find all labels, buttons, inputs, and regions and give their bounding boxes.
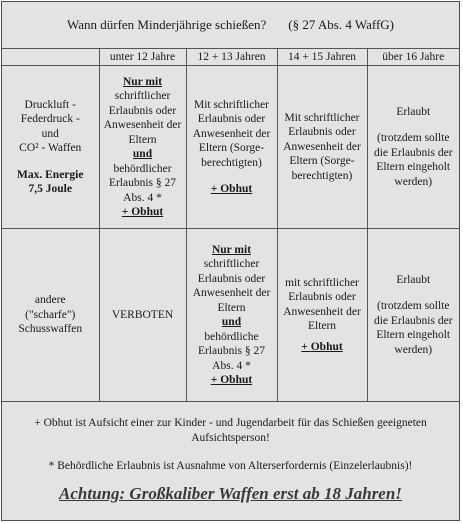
header-under-12: unter 12 Jahre (99, 49, 186, 66)
rule-body: Mit schriftlicher Erlaubnis oder Anwesenheit der Eltern (Sorge-berechtigten) (192, 98, 271, 169)
cell-air-14-15 (277, 66, 367, 229)
rule-body: mit schriftlicher Erlaubnis oder Anwesenheit der Eltern (283, 276, 361, 333)
header-12-13: 12 + 13 Jahren (186, 49, 277, 66)
category-line: und (41, 127, 59, 140)
category-air-weapons (2, 66, 99, 229)
category-line: Druckluft - (24, 98, 76, 111)
row-firearms (2, 229, 459, 402)
rule-body: schriftlicher Erlaubnis oder Anwesenheit der Eltern (192, 258, 271, 314)
cell-firearms-14-15 (277, 229, 367, 402)
rule-body: schriftlicher Erlaubnis oder Anwesenheit der Eltern (103, 90, 182, 146)
category-line: Schusswaffen (18, 323, 83, 336)
energy-limit-line: Max. Energie (17, 168, 84, 181)
rule-obhut: + Obhut (301, 340, 343, 353)
rule-conjunction: und (132, 148, 153, 160)
energy-limit-line: 7,5 Joule (28, 183, 72, 195)
cell-firearms-over-16 (367, 229, 459, 402)
rule-obhut: + Obhut (210, 183, 253, 195)
rule-obhut: + Obhut (121, 206, 164, 218)
title-question: Wann dürfen Minderjährige schießen? (66, 16, 267, 32)
caliber-warning: Achtung: Großkaliber Waffen erst ab 18 Jahren! (59, 483, 402, 503)
rule-lead: Nur mit (211, 243, 252, 256)
rule-conjunction: und (221, 316, 242, 328)
rule-obhut: + Obhut (210, 374, 253, 386)
authority-footnote: * Behördliche Erlaubnis ist Ausnahme von Alterserfordernis (Einzelerlaubnis)! (48, 460, 413, 472)
cell-firearms-12-13 (186, 229, 277, 402)
cell-firearms-under-12: VERBOTEN (99, 229, 186, 402)
category-line: andere (34, 294, 66, 307)
header-empty (2, 49, 99, 66)
sheet-title (2, 2, 459, 49)
category-firearms (2, 229, 99, 402)
category-line: CO² - Waffen (19, 142, 82, 154)
cell-air-over-16 (367, 66, 459, 229)
info-sheet (1, 1, 460, 521)
age-rules-table (2, 2, 459, 402)
rule-authority: behördlicher Erlaubnis § 27 Abs. 4 * (108, 162, 177, 204)
title-reference: (§ 27 Abs. 4 WaffG) (288, 16, 394, 32)
category-line: ("scharfe") (25, 308, 76, 321)
cell-air-12-13 (186, 66, 277, 229)
cell-air-under-12 (99, 66, 186, 229)
rule-note: (trotzdem sollte die Erlaubnis der Eltern eingeholt werden) (373, 132, 453, 188)
rule-note: (trotzdem sollte die Erlaubnis der Eltern eingeholt werden) (373, 300, 453, 356)
footer-notes (2, 413, 459, 520)
header-over-16: über 16 Jahre (367, 49, 459, 66)
category-line: Federdruck - (20, 113, 80, 125)
row-air-weapons (2, 66, 459, 229)
rule-body: Mit schriftlicher Erlaubnis oder Anwesenheit der Eltern (Sorge-berechtigten) (283, 111, 361, 182)
column-header-row (2, 49, 459, 66)
rule-main: Erlaubt (396, 105, 431, 118)
rule-main: Erlaubt (396, 273, 431, 286)
obhut-footnote: + Obhut ist Aufsicht einer zur Kinder - und Jugendarbeit für das Schießen geeigneten Aufsichtsperson! (34, 417, 427, 444)
rule-lead: Nur mit (122, 75, 163, 88)
rule-authority: behördliche Erlaubnis § 27 Abs. 4 * (197, 330, 266, 372)
header-14-15: 14 + 15 Jahren (277, 49, 367, 66)
